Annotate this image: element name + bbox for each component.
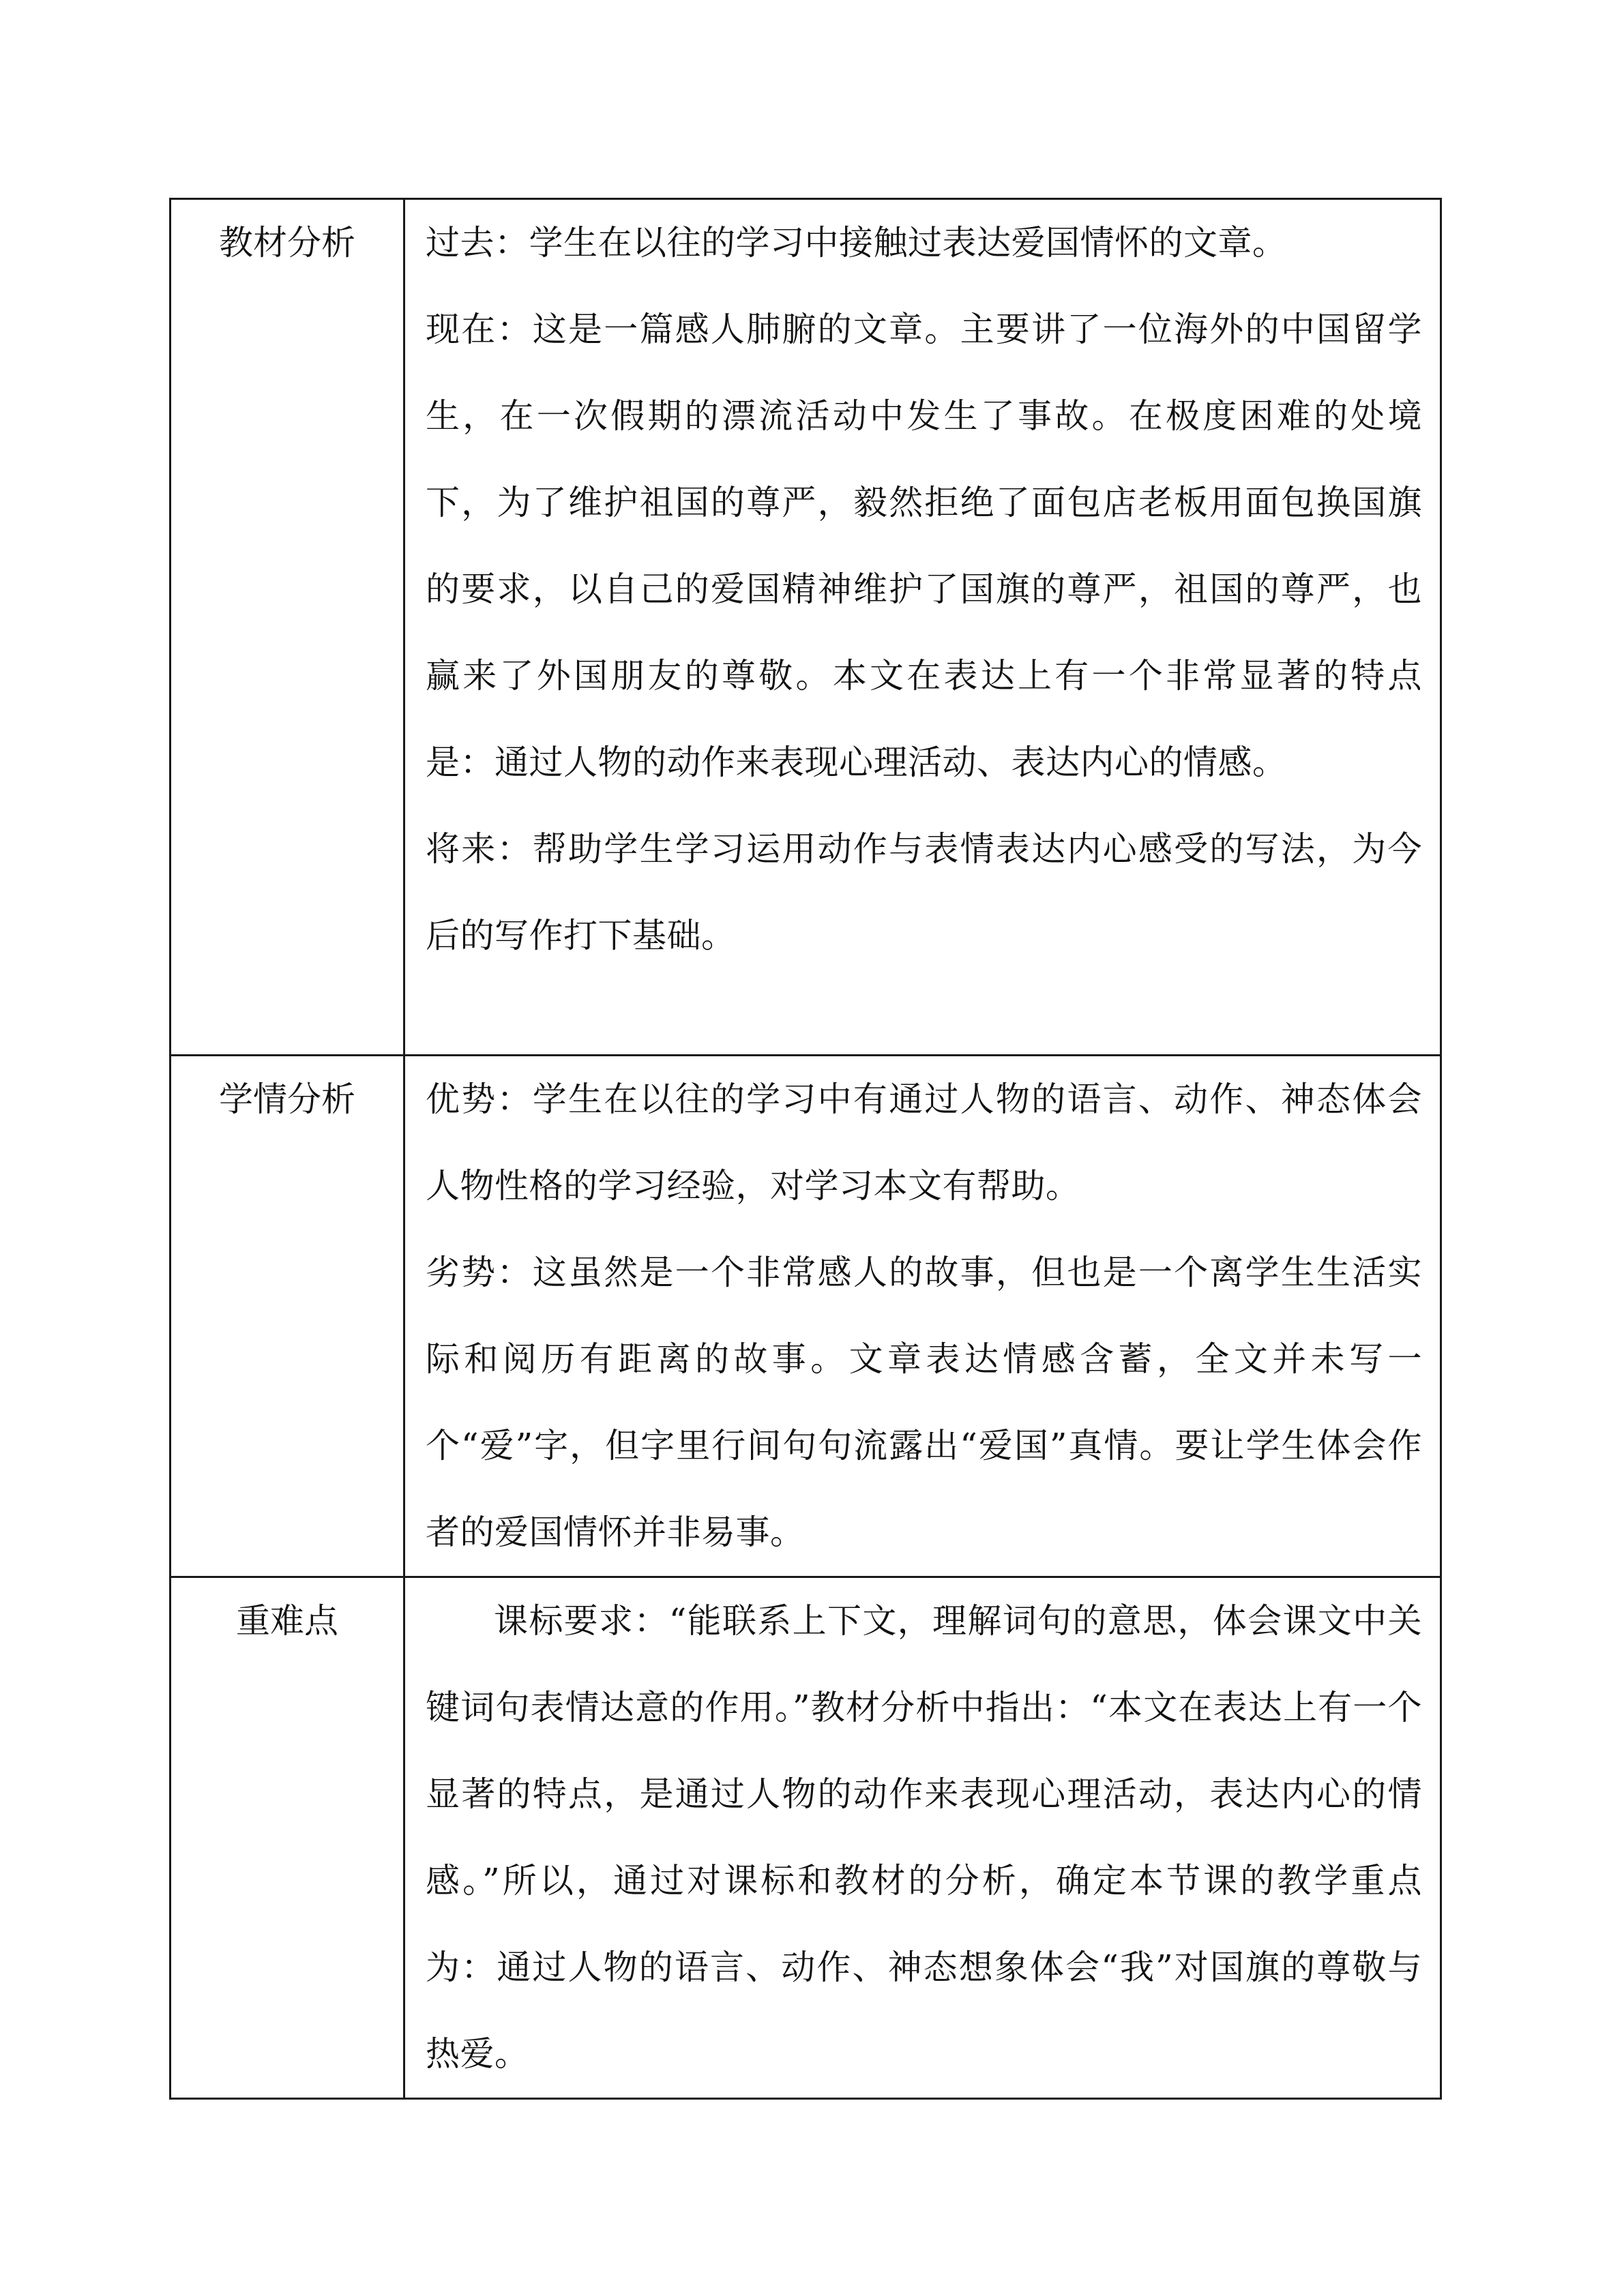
row-label-cell bbox=[171, 1056, 404, 1577]
row-label: 学情分析 bbox=[219, 1079, 355, 1119]
row-label-cell bbox=[171, 1577, 404, 2099]
table-row-key-points bbox=[171, 1577, 1441, 2099]
row-label: 教材分析 bbox=[219, 223, 355, 263]
table-row-textbook-analysis bbox=[171, 199, 1441, 1056]
row-label: 重难点 bbox=[236, 1601, 338, 1641]
row-content-cell bbox=[404, 199, 1441, 1056]
paragraph-weaknesses: 劣势：这虽然是一个非常感人的故事，但也是一个离学生生活实际和阅历有距离的故事。文章表达情感含蓄，全文并未写一个“爱”字，但字里行间句句流露出“爱国”真情。要让学生体会作者的爱国情怀并非易事。 bbox=[426, 1253, 1422, 1552]
row-content-cell bbox=[404, 1056, 1441, 1577]
lesson-analysis-table bbox=[169, 198, 1442, 2100]
table-row-learner-analysis bbox=[171, 1056, 1441, 1577]
paragraph-strengths: 优势：学生在以往的学习中有通过人物的语言、动作、神态体会人物性格的学习经验，对学习本文有帮助。 bbox=[426, 1079, 1422, 1206]
row-label-cell bbox=[171, 199, 404, 1056]
paragraph-future: 将来：帮助学生学习运用动作与表情表达内心感受的写法，为今后的写作打下基础。 bbox=[426, 829, 1422, 955]
paragraph-past: 过去：学生在以往的学习中接触过表达爱国情怀的文章。 bbox=[426, 223, 1287, 263]
row-content-cell bbox=[404, 1577, 1441, 2099]
paragraph-curriculum-requirement: 课标要求：“能联系上下文，理解词句的意思，体会课文中关键词句表情达意的作用。”教材分析中指出：“本文在表达上有一个显著的特点，是通过人物的动作来表现心理活动，表达内心的情感。”所以，通过对课标和教材的分析，确定本节课的教学重点为：通过人物的语言、动作、神态想象体会“我”对国旗的尊敬与热爱。 bbox=[426, 1601, 1422, 2074]
paragraph-present: 现在：这是一篇感人肺腑的文章。主要讲了一位海外的中国留学生，在一次假期的漂流活动中发生了事故。在极度困难的处境下，为了维护祖国的尊严，毅然拒绝了面包店老板用面包换国旗的要求，以自己的爱国精神维护了国旗的尊严，祖国的尊严，也赢来了外国朋友的尊敬。本文在表达上有一个非常显著的特点是：通过人物的动作来表现心理活动、表达内心的情感。 bbox=[426, 310, 1422, 782]
